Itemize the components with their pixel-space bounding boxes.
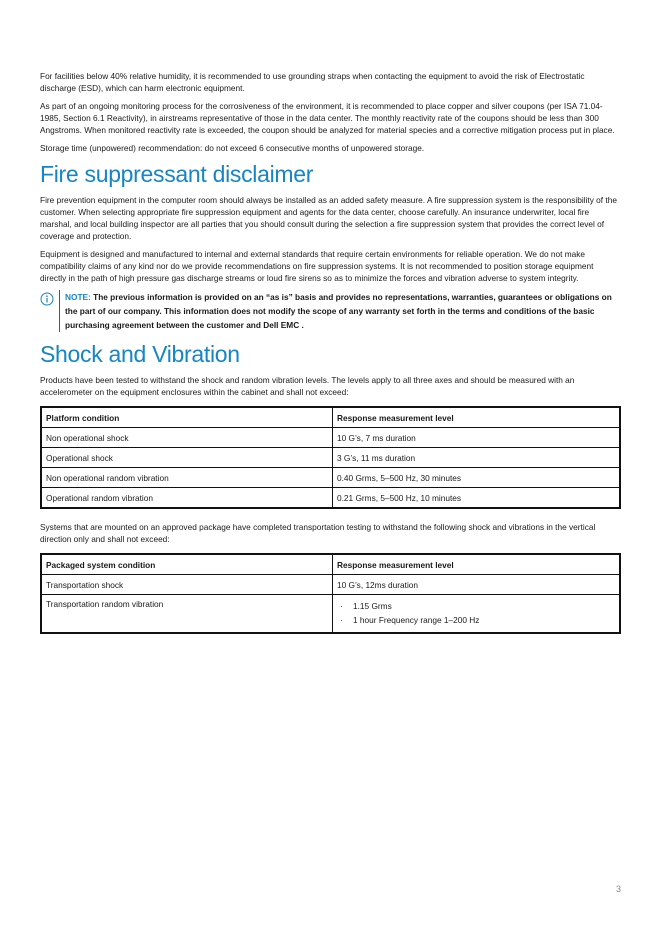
table-cell: 10 G’s, 12ms duration (333, 575, 621, 595)
table-cell: Transportation shock (41, 575, 333, 595)
note-label: NOTE: (65, 292, 91, 302)
table-row (41, 448, 620, 468)
table-cell: 0.40 Grms, 5–500 Hz, 30 minutes (333, 468, 621, 488)
table-row (41, 428, 620, 448)
info-icon (40, 292, 54, 306)
packaged-table (40, 553, 621, 634)
bullet-list (337, 599, 615, 627)
table-cell: 3 G’s, 11 ms duration (333, 448, 621, 468)
fire-paragraph-1: Fire prevention equipment in the computer room should always be installed as an added safety measure. A fire suppression system is the responsibility of the customer. When selecting appropriate fire suppression equipment and agents for the data center, choose carefully. An insurance underwriter, local fire marshal, and local building inspector are all parties that you should consult during the selection a fire suppression system that provides the correct level of coverage and protection. (40, 195, 617, 241)
table-row (41, 575, 620, 595)
esd-paragraph: For facilities below 40% relative humidity, it is recommended to use grounding straps when contacting the equipment to avoid the risk of Electrostatic discharge (ESD), which can harm electronic equipment. (40, 71, 585, 93)
table-cell: Non operational shock (41, 428, 333, 448)
fire-heading: Fire suppressant disclaimer (40, 161, 314, 187)
platform-table (40, 406, 621, 509)
table-header-cell: Packaged system condition (41, 554, 333, 575)
table-header-cell: Platform condition (41, 407, 333, 428)
list-item: · 1 hour Frequency range 1–200 Hz (337, 613, 615, 627)
corrosion-paragraph: As part of an ongoing monitoring process for the corrosiveness of the environment, it is recommended to place copper and silver coupons (per ISA 71.04-1985, Section 6.1 Reactivity), in airstreams representative of those in the data center. The monthly reactivity rate of the coupons should be less than 300 Angstroms. When monitored reactivity rate is exceeded, the coupon should be analyzed for material species and a corrective mitigation process put in place. (40, 101, 615, 135)
shock-heading: Shock and Vibration (40, 341, 240, 367)
table-header-cell: Response measurement level (333, 407, 621, 428)
note-block (40, 290, 621, 332)
table-header-row (41, 554, 620, 575)
shock-paragraph-1: Products have been tested to withstand the shock and random vibration levels. The levels apply to all three axes and should be measured with an accelerometer on the equipment enclosures within the cabinet and shall not exceed: (40, 375, 575, 397)
fire-paragraph-2: Equipment is designed and manufactured to internal and external standards that require certain environments for reliable operation. We do not make compatibility claims of any kind nor do we provide recommendations on fire suppression systems. It is not recommended to position storage equipment directly in the path of high pressure gas discharge streams or loud fire sirens so as to minimize the forces and vibration adverse to system integrity. (40, 249, 594, 283)
table-header-row (41, 407, 620, 428)
table-header-cell: Response measurement level (333, 554, 621, 575)
table-cell: 10 G’s, 7 ms duration (333, 428, 621, 448)
note-text-wrap (65, 290, 621, 332)
table-cell: Transportation random vibration (41, 595, 333, 633)
list-item: · 1.15 Grms (337, 599, 615, 613)
table-cell (333, 595, 621, 633)
shock-paragraph-2: Systems that are mounted on an approved package have completed transportation testing to withstand the following shock and vibrations in the vertical direction only and shall not exceed: (40, 522, 596, 544)
page-content (40, 70, 621, 646)
table-cell: 0.21 Grms, 5–500 Hz, 10 minutes (333, 488, 621, 509)
table-cell: Operational shock (41, 448, 333, 468)
table-row (41, 595, 620, 633)
note-text: The previous information is provided on an “as is” basis and provides no representations, warranties, guarantees or obligations on the part of our company. This information does not modify the scope of any warranty set forth in the terms and conditions of the basic purchasing agreement between the customer and Dell EMC . (65, 292, 612, 330)
table-cell: Non operational random vibration (41, 468, 333, 488)
table-row (41, 488, 620, 509)
table-cell: Operational random vibration (41, 488, 333, 509)
page-number: 3 (615, 884, 621, 894)
storage-paragraph: Storage time (unpowered) recommendation: do not exceed 6 consecutive months of unpowered storage. (40, 143, 425, 153)
table-row (41, 468, 620, 488)
note-body (59, 290, 621, 332)
